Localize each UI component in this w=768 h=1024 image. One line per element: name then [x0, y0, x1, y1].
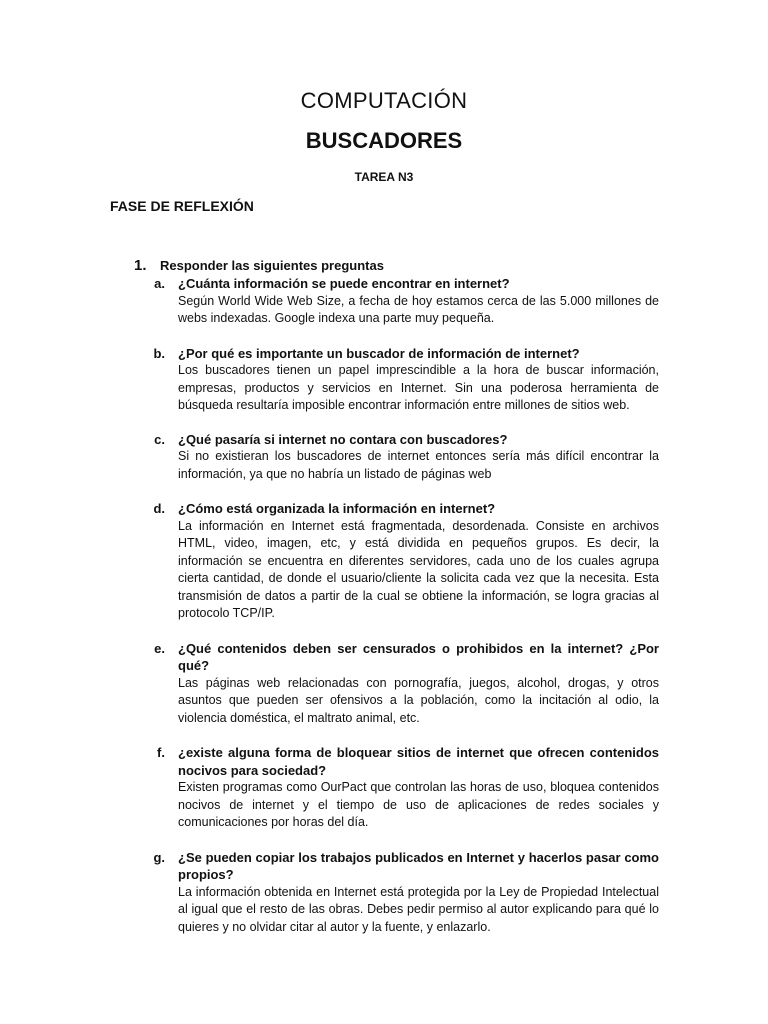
question-item-c: [130, 431, 660, 484]
question-body: [178, 345, 659, 415]
question-text: ¿Qué pasaría si internet no contara con buscadores?: [178, 431, 508, 447]
question-text: ¿existe alguna forma de bloquear sitios de internet que ofrecen contenidos nocivos para sociedad?: [178, 745, 659, 778]
task-label: TAREA N3: [354, 170, 414, 184]
question-item-d: [130, 500, 660, 623]
question-marker: d.: [153, 501, 165, 516]
question-item-e: [130, 640, 660, 728]
questions-section: [130, 257, 660, 936]
section-heading-text: Responder las siguientes preguntas: [160, 258, 384, 273]
question-marker: g.: [153, 849, 165, 865]
question-body: [178, 744, 659, 832]
question-item-b: [130, 345, 660, 415]
phase-title: FASE DE REFLEXIÓN: [110, 198, 254, 214]
question-text: ¿Cómo está organizada la información en internet?: [178, 501, 496, 516]
question-text: ¿Por qué es importante un buscador de información de internet?: [178, 345, 580, 361]
question-marker: f.: [157, 745, 165, 760]
question-marker: c.: [154, 431, 165, 447]
question-text: ¿Qué contenidos deben ser censurados o prohibidos en la internet? ¿Por qué?: [178, 640, 659, 673]
question-text: ¿Se pueden copiar los trabajos publicados en Internet y hacerlos pasar como propios?: [178, 849, 659, 882]
question-list: [130, 275, 660, 936]
answer-text: Si no existieran los buscadores de internet entonces sería más difícil encontrar la información, ya que no habría un listado de páginas web: [178, 449, 659, 481]
answer-text: Existen programas como OurPact que controlan las horas de uso, bloquea contenidos nocivos de internet y el tiempo de uso de aplicaciones de redes sociales y comunicaciones por horas del día.: [178, 780, 659, 829]
answer-text: Los buscadores tienen un papel imprescindible a la hora de buscar información, empresas, productos y servicios en Internet. Sin una poderosa herramienta de búsqueda resultaría imposible encontrar información entre millones de sitios web.: [178, 363, 659, 412]
question-body: [178, 275, 659, 328]
section-heading: [130, 257, 660, 274]
answer-text: La información en Internet está fragmentada, desordenada. Consiste en archivos HTML, video, imagen, etc, y está dividida en pequeños grupos. Es decir, la información se encuentra en diferentes servidores, cada uno de los cuales agrupa cierta cantidad, de donde el usuario/cliente la solicita cada vez que la necesita. Esta transmisión de datos a partir de la cual se obtiene la información, se logra gracias al protocolo TCP/IP.: [178, 518, 659, 620]
question-item-a: [130, 275, 660, 328]
course-title: COMPUTACIÓN: [300, 88, 468, 113]
question-body: [178, 849, 659, 937]
question-item-g: [130, 849, 660, 937]
question-body: [178, 431, 659, 484]
question-marker: e.: [154, 640, 165, 656]
answer-text: Las páginas web relacionadas con pornografía, juegos, alcohol, drogas, y otros asuntos que pueden ser ofensivos a la población, como la incitación al odio, la violencia doméstica, el maltrato animal, etc.: [178, 675, 659, 725]
question-item-f: [130, 744, 660, 832]
question-body: [178, 640, 659, 728]
question-body: [178, 500, 659, 623]
question-marker: a.: [154, 276, 165, 291]
answer-text: La información obtenida en Internet está protegida por la Ley de Propiedad Intelectual al igual que el resto de las obras. Debes pedir permiso al autor explicando para qué lo quieres y no olvidar citar al autor y la fuente, y enlazarlo.: [178, 884, 659, 934]
question-marker: b.: [153, 345, 165, 361]
section-number: 1.: [134, 257, 147, 274]
document-title: BUSCADORES: [305, 128, 463, 153]
question-text: ¿Cuánta información se puede encontrar en internet?: [178, 276, 510, 291]
answer-text: Según World Wide Web Size, a fecha de hoy estamos cerca de las 5.000 millones de webs indexadas. Google indexa una parte muy pequeña.: [178, 293, 659, 325]
